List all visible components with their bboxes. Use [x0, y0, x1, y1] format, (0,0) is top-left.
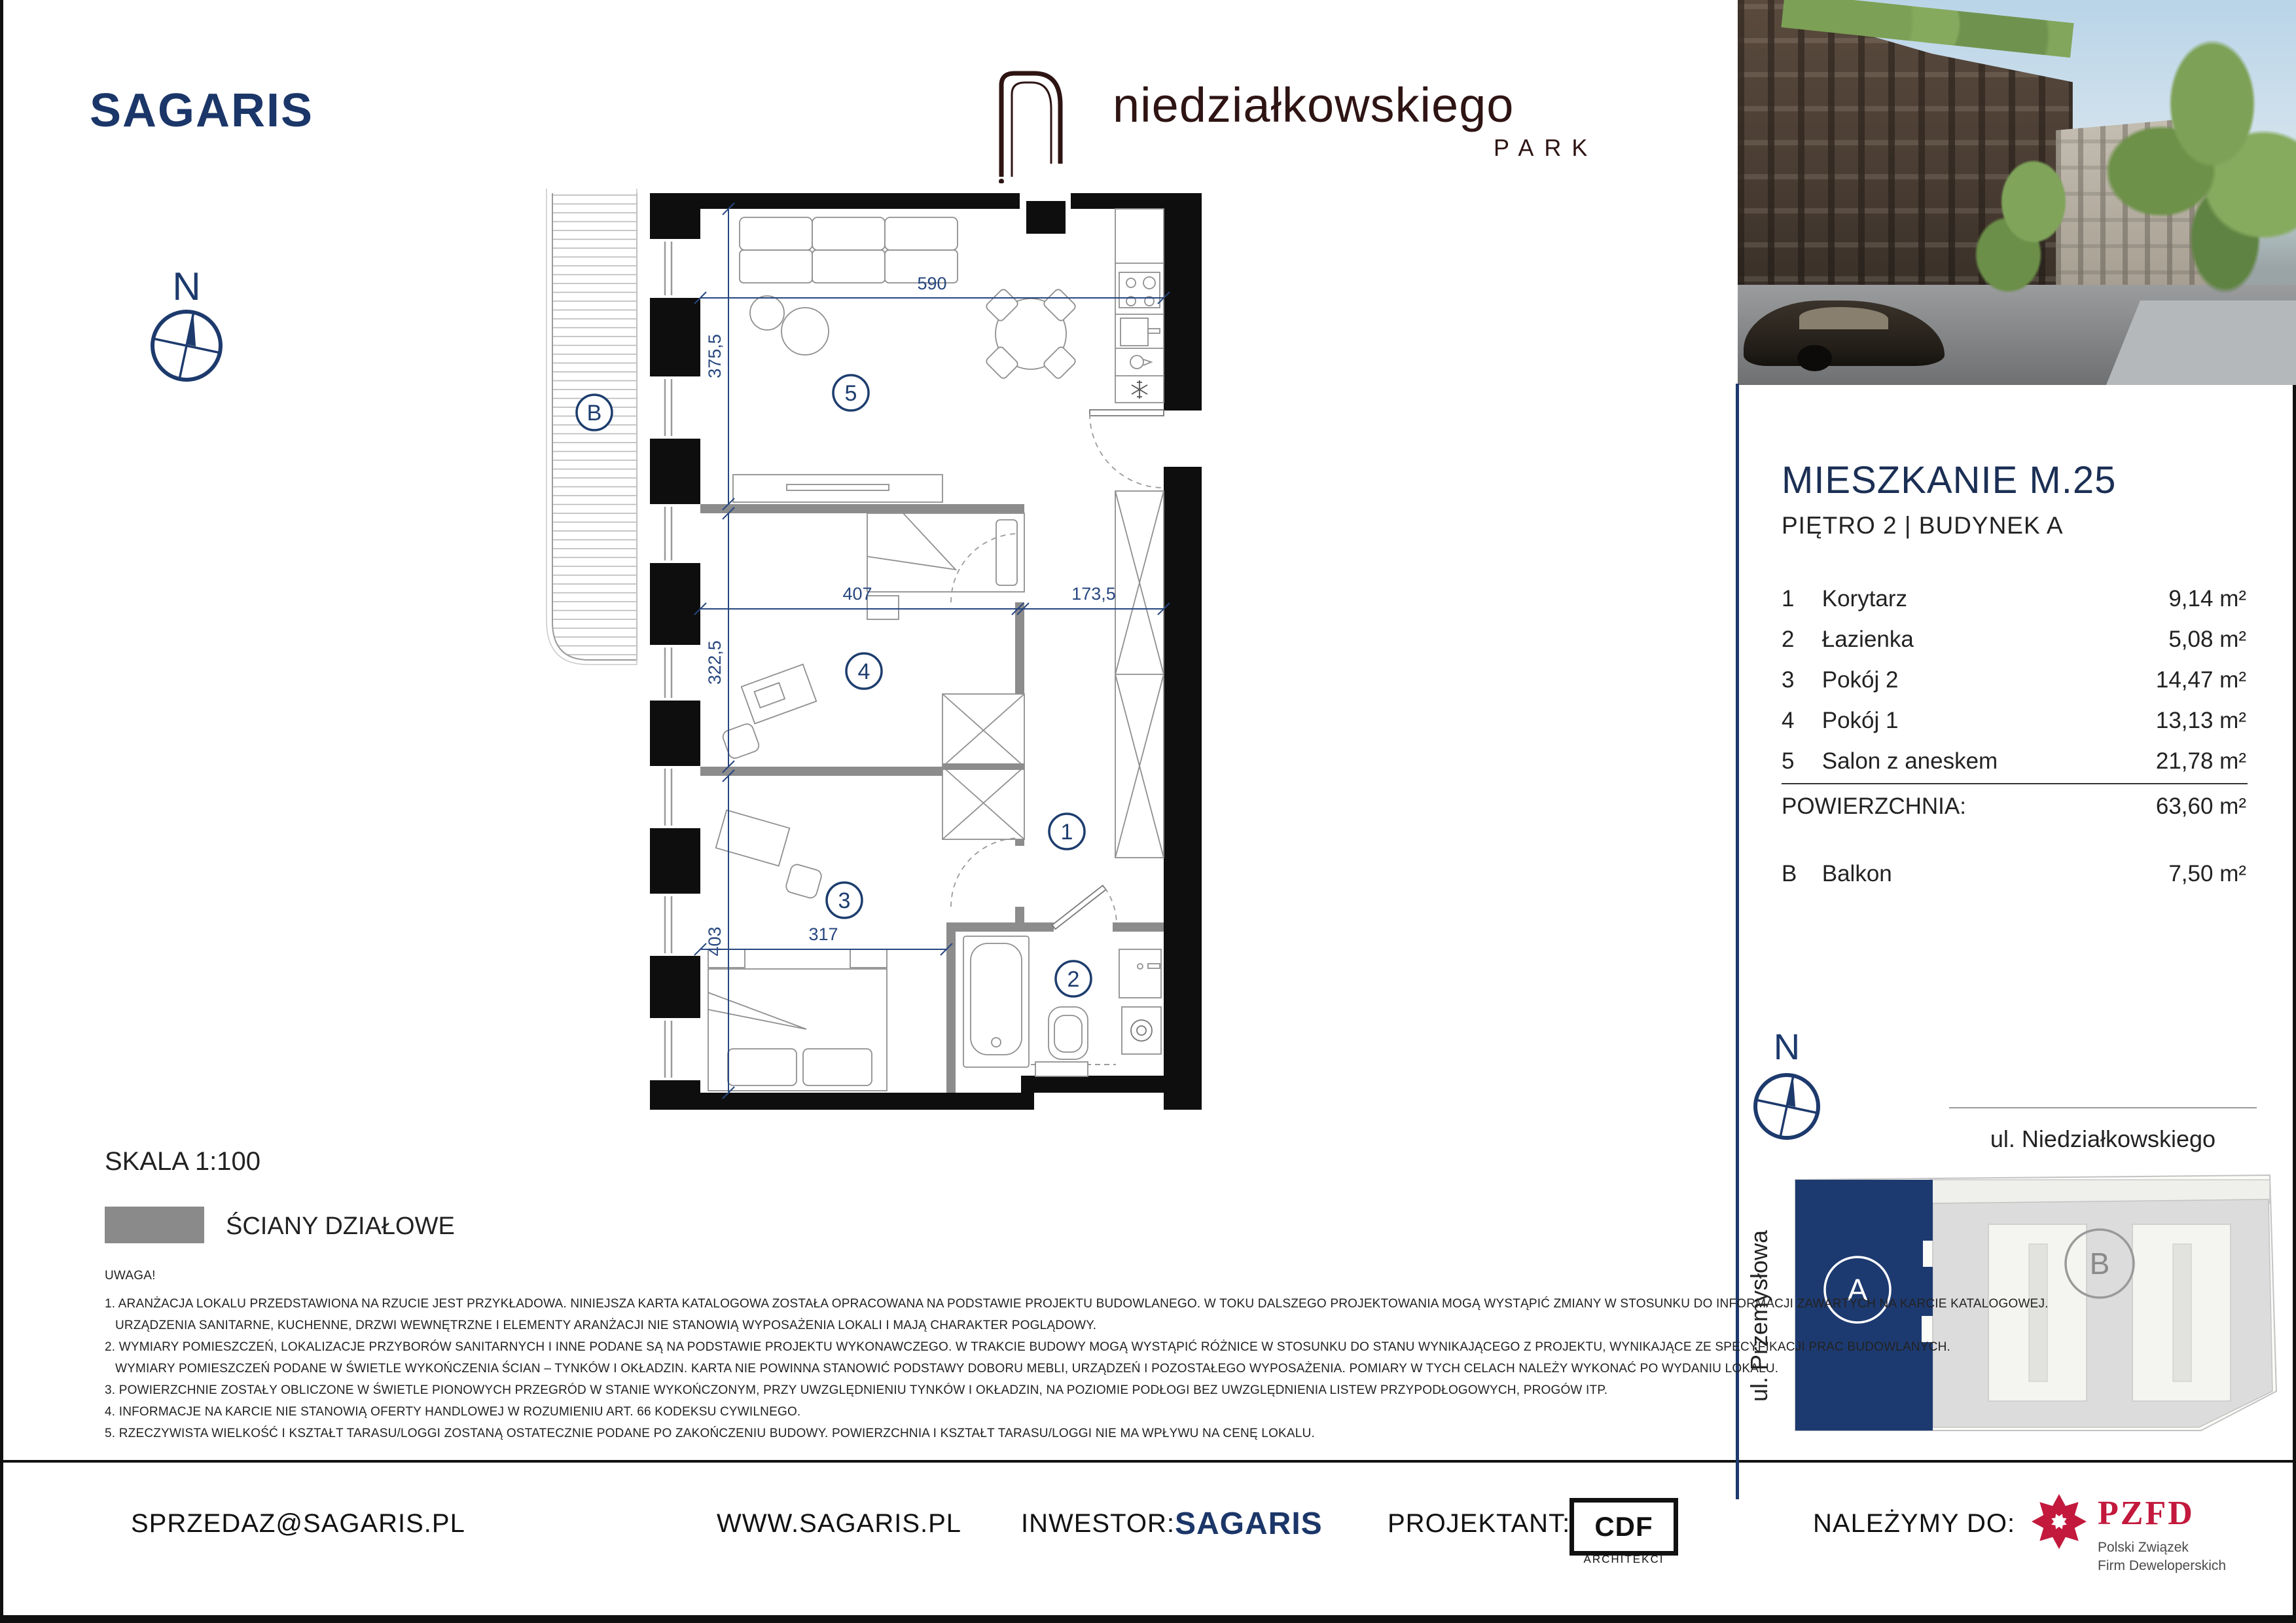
chair — [721, 722, 761, 760]
footer-designer-label: PROJEKTANT: — [1388, 1509, 1571, 1538]
site-label-b: B — [2089, 1247, 2110, 1281]
photo-tree — [2084, 23, 2296, 293]
note-line: 1. ARANŻACJA LOKALU PRZEDSTAWIONA NA RZUCIE JEST PRZYKŁADOWA. NINIEJSZA KARTA KATALOGOWA ZOSTAŁA OPRACOWANA NA PODSTAWIE PROJEKTU BUDOWLANEGO. W TOKU DALSZEGO PROJEKTOWANIA MOGĄ WYSTĄPIĆ ZMIANY W STOSUNKU DO INFORMACJI ZAWARTYCH NA KARCIE KATALOGOWEJ. — [105, 1297, 2049, 1311]
cdf-logo: CDF — [1570, 1498, 1678, 1556]
sink-icon — [1121, 318, 1148, 346]
room-name: Korytarz — [1821, 586, 1908, 611]
scale-label: SKALA 1:100 — [105, 1147, 260, 1176]
washing-machine — [1122, 1007, 1161, 1054]
label-room3 — [827, 883, 862, 918]
room-area: 13,13 m² — [2155, 708, 2246, 733]
svg-text:3: 3 — [838, 888, 851, 913]
note-line: 4. INFORMACJE NA KARCIE NIE STANOWIĄ OFERTY HANDLOWEJ W ROZUMIENIU ART. 66 KODEKSU CYWILNEGO. — [105, 1405, 801, 1419]
svg-text:1: 1 — [1060, 820, 1073, 845]
development-sub: PARK — [1494, 134, 1598, 161]
room-number: 3 — [1782, 667, 1795, 693]
street-top-label: ul. Niedziałkowskiego — [1990, 1125, 2216, 1152]
dim-salon-width: 590 — [917, 274, 947, 293]
kitchen — [1115, 209, 1164, 403]
note-line: WYMIARY POMIESZCZEŃ PODANE W ŚWIETLE WYKOŃCZENIA ŚCIAN – TYNKÓW I OKŁADZIN. KARTA NIE POWINNA STANOWIĆ PODSTAWY DOBORU MEBLI, URZĄDZEŃ I POZOSTAŁEGO WYPOSAŻENIA. POMIARY W TYCH CELACH NALEŻY WYKONAĆ PO WYDANIU LOKALU. — [115, 1362, 1779, 1376]
room-area: 9,14 m² — [2168, 586, 2246, 611]
label-hall — [1049, 814, 1085, 849]
area-table-divider — [1782, 783, 2248, 784]
site-north-compass — [1749, 1026, 1824, 1144]
svg-text:4: 4 — [857, 659, 870, 684]
total-area: 63,60 m² — [2155, 793, 2246, 819]
footer-website[interactable]: WWW.SAGARIS.PL — [717, 1509, 962, 1538]
room-name: Salon z aneskem — [1821, 748, 1998, 774]
washbasin — [1119, 949, 1161, 998]
room-name: Pokój 2 — [1821, 667, 1899, 693]
entrance-door-arc — [1090, 414, 1164, 488]
balcony-row — [1782, 861, 2246, 887]
label-salon — [833, 375, 869, 410]
building-photo — [1738, 0, 2296, 385]
room-area: 14,47 m² — [2155, 667, 2246, 693]
pzfd-logo-mark — [2029, 1491, 2089, 1552]
room-area: 5,08 m² — [2168, 627, 2246, 652]
north-letter: N — [1773, 1026, 1801, 1067]
room-row — [1782, 627, 2246, 653]
development-name: niedziałkowskiego — [1113, 78, 1515, 132]
note-line: 5. RZECZYWISTA WIELKOŚĆ I KSZTAŁT TARASU/LOGGI ZOSTANĄ OSTATECZNIE PODANE PO ZAKOŃCZENIU BUDOWY. POWIERZCHNIA I KSZTAŁT TARASU/LOGGI NIE MA WPŁYWU NA CENĘ LOKALU. — [105, 1427, 1315, 1440]
bath-door-arc — [1105, 888, 1117, 924]
notes-block — [105, 1265, 2049, 1444]
page-border-bottom — [0, 1615, 2296, 1623]
note-line: 3. POWIERZCHNIE ZOSTAŁY OBLICZONE W ŚWIETLE PIONOWYCH PRZEGRÓD W STANIE WYKOŃCZONYM, PRZY UWZGLĘDNIENIU TYNKÓW I OKŁADZIN, NA POZIOMIE PODŁOGI BEZ UWZGLĘDNIENIA LISTEW PRZYPODŁOGOWYCH, PROGÓW ITP. — [105, 1383, 1608, 1397]
footer-email[interactable]: SPRZEDAZ@SAGARIS.PL — [131, 1509, 465, 1538]
side-table — [750, 296, 784, 330]
room3-door-arc — [951, 838, 1020, 907]
dimension-lines — [694, 203, 1170, 1099]
north-letter: N — [172, 264, 201, 308]
shaft — [1026, 201, 1066, 234]
notes-heading: UWAGA! — [105, 1269, 156, 1283]
room-number: 1 — [1782, 586, 1795, 611]
footer-investor-label: INWESTOR: — [1021, 1509, 1175, 1538]
svg-text:5: 5 — [844, 381, 857, 406]
north-compass — [134, 262, 245, 393]
svg-text:2: 2 — [1067, 967, 1080, 992]
sagaris-logo: SAGARIS — [90, 84, 314, 137]
wardrobe-rooms — [942, 694, 1024, 839]
apartment-title: MIESZKANIE M.25 — [1782, 459, 2117, 501]
dim-hall-width: 173,5 — [1071, 584, 1116, 604]
sofa — [740, 217, 812, 250]
bath-door-leaf — [1052, 886, 1106, 930]
room-area: 21,78 m² — [2155, 748, 2246, 774]
pzfd-sub1: Polski Związek — [2098, 1540, 2189, 1555]
room-area: 7,50 m² — [2168, 861, 2246, 886]
room-number: 5 — [1782, 748, 1795, 774]
bathroom-fixtures — [963, 936, 1161, 1076]
cdf-logo-sub: ARCHITEKCI — [1583, 1553, 1664, 1565]
note-line: 2. WYMIARY POMIESZCZEŃ, LOKALIZACJE PRZYBORÓW SANITARNYCH I INNE PODANE SĄ NA PODSTAWIE PROJEKTU WYKONAWCZEGO. W TRAKCIE BUDOWY MOGĄ WYSTĄPIĆ RÓŻNICE W STOSUNKU DO STANU WYNIKAJĄCEGO Z PROJEKTU, WYNIKAJĄCE ZE SPECYFIKACJI PRAC BUDOWLANYCH. — [105, 1340, 1951, 1354]
footer-investor-name: SAGARIS — [1175, 1506, 1323, 1541]
room-name: Pokój 1 — [1821, 708, 1899, 733]
entrance-door-leaf — [1090, 410, 1164, 416]
room-number: B — [1782, 861, 1797, 886]
label-room4 — [846, 653, 882, 689]
total-label: POWIERZCHNIA: — [1782, 793, 1966, 819]
room-row — [1782, 708, 2246, 734]
floor-plan — [537, 177, 1230, 1126]
room-name: Balkon — [1821, 861, 1892, 886]
room-number: 4 — [1782, 708, 1795, 733]
partition-legend-label: ŚCIANY DZIAŁOWE — [226, 1213, 455, 1240]
dim-room3-height: 403 — [705, 926, 725, 957]
total-area-row — [1782, 793, 2246, 820]
chair — [785, 863, 823, 900]
room-row — [1782, 748, 2246, 775]
note-line: URZĄDZENIA SANITARNE, KUCHENNE, DRZWI WEWNĘTRZNE I ELEMENTY ARANŻACJI NIE STANOWIĄ WYPOSAŻENIA LOKALI I MAJĄ CHARAKTER POGLĄDOWY. — [115, 1319, 1097, 1332]
dim-salon-height: 375,5 — [705, 334, 725, 378]
salon-furniture — [733, 217, 1077, 502]
room-row — [1782, 667, 2246, 693]
dim-room4-height: 322,5 — [705, 640, 725, 685]
site-label-a: A — [1847, 1273, 1868, 1307]
page-border-left — [0, 0, 3, 1623]
development-logo-mark — [988, 65, 1093, 183]
apartment-subtitle: PIĘTRO 2 | BUDYNEK A — [1782, 512, 2064, 539]
partition-legend-swatch — [105, 1207, 204, 1243]
pzfd-sub2: Firm Deweloperskich — [2098, 1558, 2227, 1573]
svg-text:B: B — [586, 401, 602, 426]
room3-furniture — [708, 810, 887, 1091]
hall-wardrobe — [1115, 491, 1164, 858]
footer-member-label: NALEŻYMY DO: — [1813, 1509, 2016, 1538]
room-name: Łazienka — [1821, 627, 1914, 652]
label-bath — [1056, 961, 1091, 996]
pzfd-wordmark: PZFD — [2098, 1495, 2195, 1532]
dim-room4-width: 407 — [842, 584, 872, 604]
label-balcony — [577, 395, 612, 430]
room-row — [1782, 586, 2246, 612]
dim-room3-width: 317 — [808, 924, 838, 944]
street-left-label: ul. Przemysłowa — [1746, 1230, 1772, 1402]
desk — [716, 810, 790, 866]
room-number: 2 — [1782, 627, 1795, 652]
